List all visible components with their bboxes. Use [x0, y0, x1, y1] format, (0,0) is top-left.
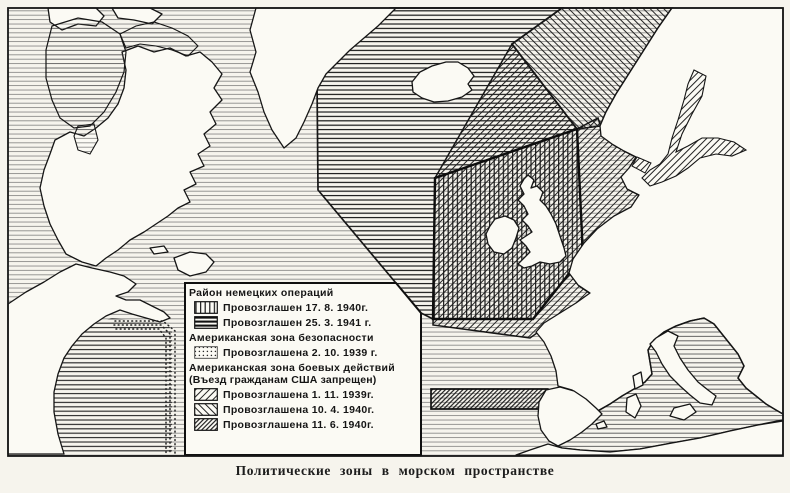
bold-horizontal-hatch-swatch-icon — [194, 316, 218, 329]
legend-row-german-1941 — [194, 316, 420, 329]
legend-label: Провозглашен 25. 3. 1941 г. — [223, 316, 372, 329]
stipple-dots-swatch-icon — [194, 346, 218, 359]
legend-section-title-german-ops: Район немецких операций — [189, 287, 334, 299]
backslash-hatch-swatch-icon — [194, 403, 218, 416]
legend-row-german-1940 — [194, 301, 420, 314]
legend-section-title-combat-zone: Американская зона боевых действий — [189, 362, 396, 374]
fine-slash-hatch-swatch-icon — [194, 418, 218, 431]
american-combat-zone-11-6-1940 — [431, 389, 556, 409]
legend-row-security-1939 — [194, 346, 420, 359]
legend-label: Провозглашена 11. 6. 1940г. — [223, 418, 374, 431]
land-anticosti — [150, 246, 168, 254]
legend-row-combat-1940-april — [194, 403, 420, 416]
legend — [187, 284, 420, 454]
land-corsica — [633, 372, 643, 389]
legend-label: Провозглашен 17. 8. 1940г. — [223, 301, 369, 314]
legend-row-combat-1939 — [194, 388, 420, 401]
legend-label: Провозглашена 1. 11. 1939г. — [223, 388, 374, 401]
legend-section-title-security-zone: Американская зона безопасности — [189, 332, 374, 344]
legend-label: Провозглашена 10. 4. 1940г. — [223, 403, 375, 416]
vertical-hatch-swatch-icon — [194, 301, 218, 314]
legend-label: Провозглашена 2. 10. 1939 г. — [223, 346, 378, 359]
legend-row-combat-1940-june — [194, 418, 420, 431]
legend-section-subtitle-combat-zone: (Въезд гражданам США запрещен) — [189, 374, 377, 386]
figure-caption: Политические зоны в морском пространстве — [235, 463, 555, 478]
slash-hatch-swatch-icon — [194, 388, 218, 401]
